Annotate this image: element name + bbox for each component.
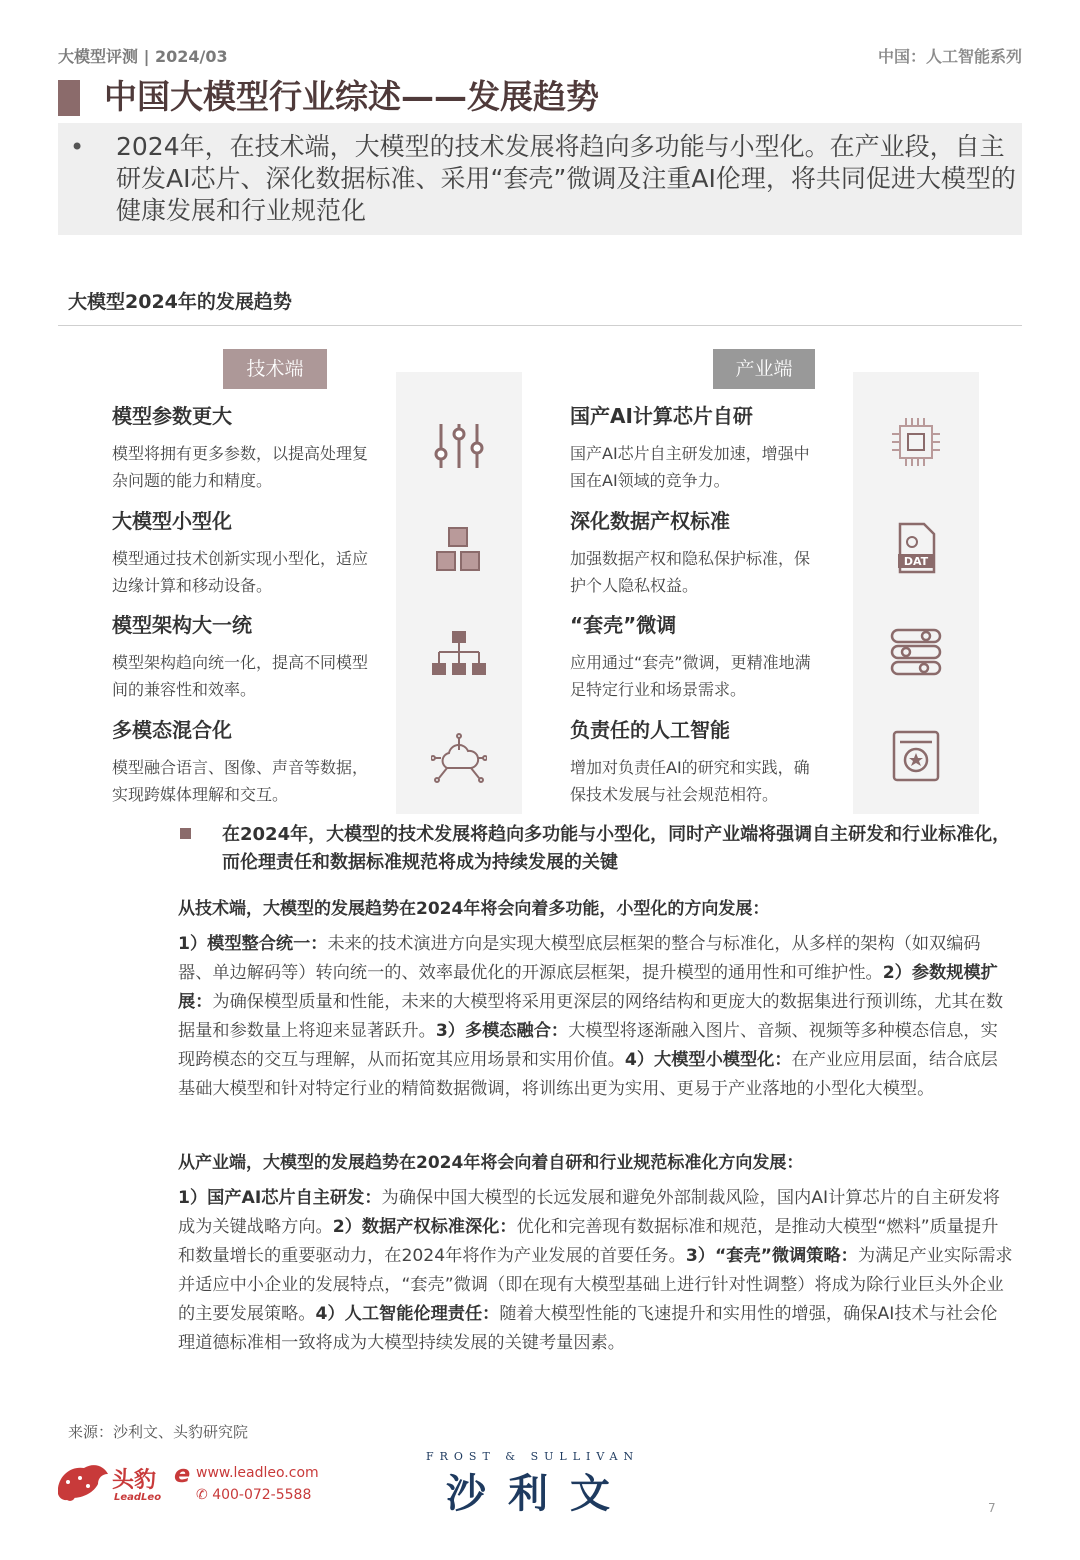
industry-part-label: 4）人工智能伦理责任： — [315, 1304, 500, 1324]
tech-part-label: 3）多模态融合： — [435, 1021, 569, 1041]
tech-part-text: 未来的技术演进方向是实现大模型底层框架的整合与标准化，从多样的架构（如双编码器、单边解码等）转向统一的、效率最优化的开源底层框架，提升模型的通用性和可维护性。 — [178, 934, 981, 983]
tech-part-text: 大模型将逐渐融入图片、音频、视频等多种模态信息，实现跨模态的交互与理解，从而拓宽其应用场景和实用价值。 — [178, 1021, 998, 1070]
tech-part-label: 2）参数规模扩展： — [178, 963, 998, 1012]
industry-item-title: 深化数据产权标准 — [570, 509, 730, 533]
tech-item-desc: 模型将拥有更多参数，以提高处理复杂问题的能力和精度。 — [112, 444, 369, 490]
certificate-icon — [888, 728, 944, 784]
industry-part-label: 3）“套壳”微调策略： — [685, 1246, 858, 1266]
data-file-icon — [888, 520, 944, 576]
phone-number — [196, 1487, 311, 1503]
tech-item-title: 模型架构大一统 — [112, 613, 252, 637]
tech-item-title: 大模型小型化 — [112, 509, 232, 533]
industry-tag: 产业端 — [713, 349, 815, 389]
industry-item-title: “套壳”微调 — [570, 613, 677, 637]
industry-item-desc: 国产AI芯片自主研发加速，增强中国在AI领域的竞争力。 — [570, 444, 810, 490]
toggles-icon — [888, 624, 944, 680]
hierarchy-icon — [431, 628, 487, 684]
industry-item-desc: 应用通过“套壳”微调，更精准地满足特定行业和场景需求。 — [570, 653, 811, 699]
cloud-network-icon — [431, 732, 487, 788]
tech-part-label: 4）大模型小模型化： — [624, 1050, 792, 1070]
key-point-marker — [180, 828, 191, 839]
summary-box — [58, 123, 1022, 235]
report-series-label: 大模型评测 | 2024/03 — [58, 47, 228, 66]
report-category-label: 中国：人工智能系列 — [877, 47, 1022, 66]
industry-section-title: 从产业端，大模型的发展趋势在2024年将会向着自研和行业规范标准化方向发展： — [178, 1153, 804, 1173]
leadleo-logo-en: LeadLeo — [114, 1492, 162, 1503]
tech-part-text: 在产业应用层面，结合底层基础大模型和针对特定行业的精简数据微调，将训练出更为实用、更易于产业落地的小型化大模型。 — [178, 1050, 998, 1099]
leadleo-e-logo: e — [174, 1460, 191, 1488]
source-note: 来源：沙利文、头豹研究院 — [68, 1423, 249, 1441]
industry-part-text: 优化和完善现有数据标准和规范，是推动大模型“燃料”质量提升和数量增长的重要驱动力，在2024年将作为产业发展的首要任务。 — [178, 1217, 999, 1266]
cubes-icon — [431, 522, 487, 578]
tech-item-desc: 模型通过技术创新实现小型化，适应边缘计算和移动设备。 — [112, 549, 369, 595]
tech-section-body — [178, 930, 1014, 1104]
frost-sullivan-cn: 沙利文 — [446, 1471, 632, 1517]
website-link[interactable]: www.leadleo.com — [196, 1465, 319, 1481]
tech-section-title: 从技术端，大模型的发展趋势在2024年将会向着多功能，小型化的方向发展： — [178, 899, 770, 919]
sliders-icon — [431, 418, 487, 474]
figure-title: 大模型2024年的发展趋势 — [68, 291, 292, 313]
frost-sullivan-en: FROST & SULLIVAN — [426, 1450, 640, 1463]
industry-item-title: 负责任的人工智能 — [570, 718, 730, 742]
title-accent-bar — [58, 80, 80, 116]
summary-text: 2024年，在技术端，大模型的技术发展将趋向多功能与小型化。在产业段，自主研发AI芯片、深化数据标准、采用“套壳”微调及注重AI伦理，将共同促进大模型的健康发展和行业规范化 — [116, 132, 1016, 225]
tech-item-title: 多模态混合化 — [112, 718, 232, 742]
tech-part-text: 为确保模型质量和性能，未来的大模型将采用更深层的网络结构和更庞大的数据集进行预训练，尤其在数据量和参数量上将迎来显著跃升。 — [178, 992, 1004, 1041]
divider — [58, 325, 1022, 326]
industry-part-label: 2）数据产权标准深化： — [332, 1217, 517, 1237]
industry-item-desc: 加强数据产权和隐私保护标准，保护个人隐私权益。 — [570, 549, 811, 595]
tech-item-desc: 模型融合语言、图像、声音等数据，实现跨媒体理解和交互。 — [112, 758, 369, 804]
page-number: 7 — [988, 1501, 996, 1515]
page-title: 中国大模型行业综述——发展趋势 — [104, 77, 599, 116]
industry-part-label: 1）国产AI芯片自主研发： — [178, 1188, 382, 1208]
chip-icon — [888, 414, 944, 470]
bullet-icon: • — [70, 133, 85, 161]
tech-tag: 技术端 — [223, 349, 327, 389]
key-point-text: 在2024年，大模型的技术发展将趋向多功能与小型化，同时产业端将强调自主研发和行业标准化，而伦理责任和数据标准规范将成为持续发展的关键 — [222, 824, 1011, 873]
phone-icon: ✆ — [196, 1487, 208, 1503]
industry-item-title: 国产AI计算芯片自研 — [570, 404, 753, 428]
svg-text:DAT: DAT — [903, 555, 929, 568]
industry-part-text: 随着大模型性能的飞速提升和实用性的增强，确保AI技术与社会伦理道德标准相一致将成为大模型持续发展的关键考量因素。 — [178, 1304, 998, 1353]
industry-part-text: 为满足产业实际需求并适应中小企业的发展特点，“套壳”微调（即在现有大模型基础上进行针对性调整）将成为除行业巨头外企业的主要发展策略。 — [178, 1246, 1013, 1324]
tech-part-label: 1）模型整合统一： — [178, 934, 328, 954]
leadleo-logo-cn: 头豹 — [112, 1468, 157, 1493]
phone-value: 400-072-5588 — [212, 1487, 312, 1503]
industry-item-desc: 增加对负责任AI的研究和实践，确保技术发展与社会规范相符。 — [570, 758, 810, 804]
industry-section-body — [178, 1184, 1014, 1358]
tech-item-desc: 模型架构趋向统一化，提高不同模型间的兼容性和效率。 — [112, 653, 369, 699]
tech-item-title: 模型参数更大 — [112, 404, 232, 428]
leopard-logo-icon — [54, 1458, 110, 1504]
industry-part-text: 为确保中国大模型的长远发展和避免外部制裁风险，国内AI计算芯片的自主研发将成为关键战略方向。 — [178, 1188, 1000, 1237]
